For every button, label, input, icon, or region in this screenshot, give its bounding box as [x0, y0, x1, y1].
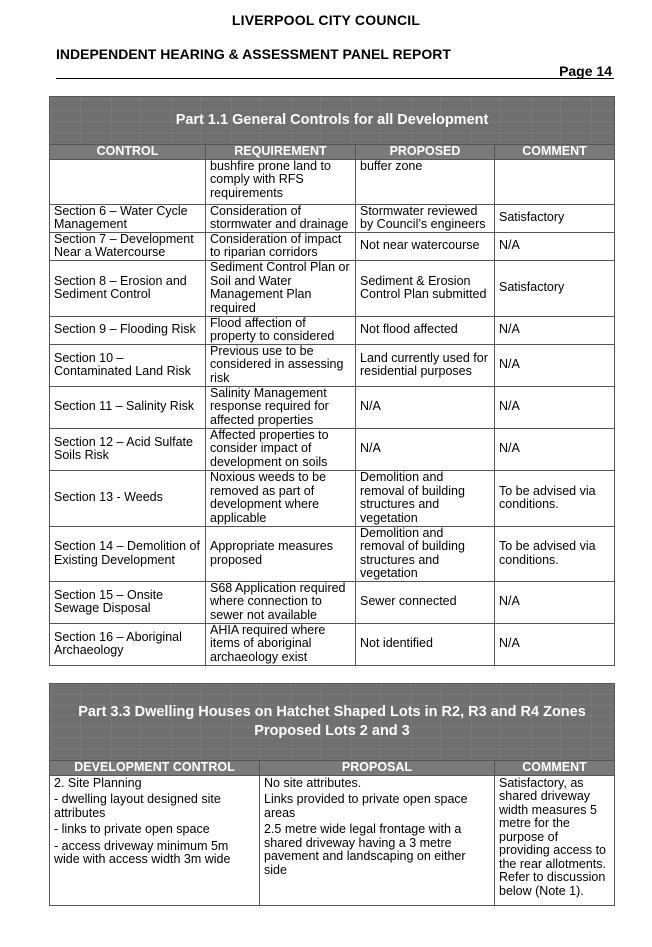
table-row: [50, 623, 615, 665]
table-row: [50, 386, 615, 428]
table2-title: [50, 684, 615, 761]
requirement-cell: bushfire prone land to comply with RFS requirements: [206, 159, 356, 204]
col-header-comment: COMMENT: [495, 761, 615, 776]
proposed-cell: Sediment & Erosion Control Plan submitted: [356, 260, 495, 316]
control-cell: Section 8 – Erosion and Sediment Control: [50, 260, 206, 316]
proposed-cell: Demolition and removal of building structures and vegetation: [356, 470, 495, 526]
requirement-cell: Flood affection of property to considered: [206, 316, 356, 344]
control-cell: Section 7 – Development Near a Watercourse: [50, 232, 206, 260]
requirement-cell: AHIA required where items of aboriginal archaeology exist: [206, 623, 356, 665]
col-header-comment: COMMENT: [495, 145, 615, 160]
hatchet-lots-table: [49, 683, 615, 906]
control-cell: Section 6 – Water Cycle Management: [50, 204, 206, 232]
control-cell: Section 14 – Demolition of Existing Development: [50, 526, 206, 581]
requirement-cell: Noxious weeds to be removed as part of development where applicable: [206, 470, 356, 526]
proposed-cell: Not flood affected: [356, 316, 495, 344]
proposed-cell: Land currently used for residential purposes: [356, 344, 495, 386]
control-cell: Section 10 – Contaminated Land Risk: [50, 344, 206, 386]
table-row: [50, 260, 615, 316]
proposed-cell: N/A: [356, 386, 495, 428]
control-line: - dwelling layout designed site attributes: [54, 792, 221, 820]
proposal-line: No site attributes.: [264, 775, 362, 790]
comment-cell: N/A: [495, 581, 615, 623]
comment-cell: N/A: [495, 623, 615, 665]
proposed-cell: Stormwater reviewed by Council’s engineers: [356, 204, 495, 232]
requirement-cell: Consideration of stormwater and drainage: [206, 204, 356, 232]
col-header-development-control: DEVELOPMENT CONTROL: [50, 761, 260, 776]
site-planning-control-cell: [50, 775, 260, 905]
table2-title-line2: Proposed Lots 2 and 3: [254, 722, 410, 739]
proposed-cell: Sewer connected: [356, 581, 495, 623]
control-cell: Section 11 – Salinity Risk: [50, 386, 206, 428]
control-cell: Section 9 – Flooding Risk: [50, 316, 206, 344]
requirement-cell: Salinity Management response required for affected properties: [206, 386, 356, 428]
proposed-cell: Not identified: [356, 623, 495, 665]
table-row: [50, 428, 615, 470]
table-row: [50, 204, 615, 232]
requirement-cell: Consideration of impact to riparian corridors: [206, 232, 356, 260]
table-row: [50, 159, 615, 204]
control-cell: [50, 159, 206, 204]
control-cell: Section 13 - Weeds: [50, 470, 206, 526]
control-cell: Section 15 – Onsite Sewage Disposal: [50, 581, 206, 623]
proposed-cell: Not near watercourse: [356, 232, 495, 260]
report-title: INDEPENDENT HEARING & ASSESSMENT PANEL REPORT: [56, 46, 451, 62]
comment-cell: [495, 159, 615, 204]
site-planning-proposal-cell: [260, 775, 495, 905]
col-header-proposal: PROPOSAL: [260, 761, 495, 776]
site-planning-comment-cell: Satisfactory, as shared driveway width measures 5 metre for the purpose of providing access to the rear allotments. Refer to discussion below (Note 1).: [495, 775, 615, 905]
table-row: [50, 526, 615, 581]
control-line: - links to private open space: [54, 822, 210, 836]
comment-cell: N/A: [495, 232, 615, 260]
requirement-cell: S68 Application required where connection to sewer not available: [206, 581, 356, 623]
table-row: [50, 470, 615, 526]
council-name: LIVERPOOL CITY COUNCIL: [231, 12, 421, 28]
control-cell: Section 12 – Acid Sulfate Soils Risk: [50, 428, 206, 470]
page-number: Page 14: [559, 63, 612, 79]
comment-cell: Satisfactory: [495, 204, 615, 232]
table-row: [50, 581, 615, 623]
header-rule: [56, 78, 614, 79]
general-controls-table: [49, 96, 615, 666]
proposal-line: Links provided to private open space areas: [264, 792, 468, 820]
col-header-requirement: REQUIREMENT: [206, 145, 356, 160]
control-cell: Section 16 – Aboriginal Archaeology: [50, 623, 206, 665]
table-row: [50, 344, 615, 386]
proposal-line: 2.5 metre wide legal frontage with a shared driveway having a 3 metre pavement and landscaping on either side: [264, 822, 466, 877]
col-header-proposed: PROPOSED: [356, 145, 495, 160]
comment-cell: To be advised via conditions.: [495, 526, 615, 581]
table2-title-line1: Part 3.3 Dwelling Houses on Hatchet Shaped Lots in R2, R3 and R4 Zones: [78, 704, 586, 720]
requirement-cell: Affected properties to consider impact of development on soils: [206, 428, 356, 470]
comment-cell: N/A: [495, 316, 615, 344]
requirement-cell: Previous use to be considered in assessing risk: [206, 344, 356, 386]
comment-cell: N/A: [495, 386, 615, 428]
comment-cell: Satisfactory: [495, 260, 615, 316]
col-header-control: CONTROL: [50, 145, 206, 160]
comment-cell: N/A: [495, 428, 615, 470]
proposed-cell: Demolition and removal of building structures and vegetation: [356, 526, 495, 581]
control-line: - access driveway minimum 5m wide with access width 3m wide: [54, 838, 231, 866]
control-line: 2. Site Planning: [54, 775, 142, 790]
proposed-cell: buffer zone: [356, 159, 495, 204]
comment-cell: N/A: [495, 344, 615, 386]
comment-cell: To be advised via conditions.: [495, 470, 615, 526]
table1-title: Part 1.1 General Controls for all Development: [50, 97, 615, 145]
proposed-cell: N/A: [356, 428, 495, 470]
requirement-cell: Appropriate measures proposed: [206, 526, 356, 581]
table-row: [50, 232, 615, 260]
requirement-cell: Sediment Control Plan or Soil and Water Management Plan required: [206, 260, 356, 316]
table-row: [50, 316, 615, 344]
